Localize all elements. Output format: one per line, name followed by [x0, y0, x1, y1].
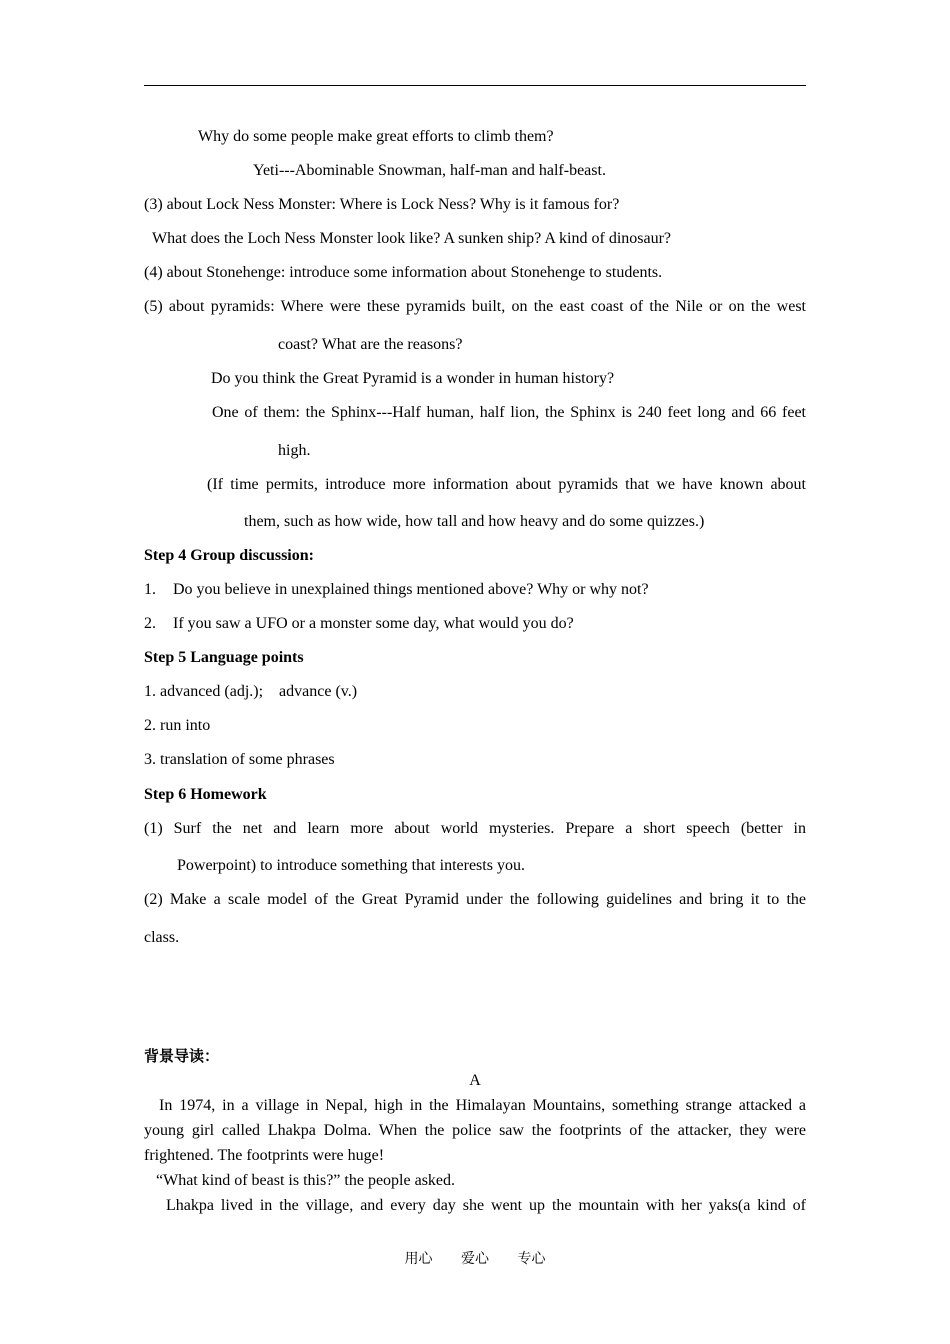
- footer-word: 用心: [404, 1251, 433, 1267]
- text-line: (If time permits, introduce more information about pyramids that we have known about: [207, 476, 806, 493]
- text-line: Do you think the Great Pyramid is a wonder in human history?: [211, 370, 615, 387]
- text-line: “What kind of beast is this?” the people asked.: [156, 1172, 456, 1189]
- passage-letter: A: [469, 1072, 481, 1089]
- section-heading: 背景导读：: [144, 1047, 220, 1065]
- text-line: What does the Loch Ness Monster look like? A sunken ship? A kind of dinosaur?: [152, 230, 672, 247]
- text-line: (2) Make a scale model of the Great Pyramid under the following guidelines and bring it to the: [144, 891, 806, 908]
- list-item: [144, 580, 806, 600]
- text-line: (4) about Stonehenge: introduce some information about Stonehenge to students.: [144, 264, 663, 281]
- text-line: them, such as how wide, how tall and how heavy and do some quizzes.): [244, 513, 705, 530]
- section-heading: Step 4 Group discussion:: [144, 547, 314, 564]
- section-heading: Step 5 Language points: [144, 649, 304, 666]
- list-item: 1. advanced (adj.); advance (v.): [144, 683, 358, 700]
- list-number: 2.: [144, 615, 156, 632]
- header-rule: [144, 85, 806, 86]
- footer-word: 爱心: [461, 1251, 489, 1267]
- text-line: (5) about pyramids: Where were these pyramids built, on the east coast of the Nile or on the west: [144, 298, 806, 315]
- text-line: Yeti---Abominable Snowman, half-man and half-beast.: [253, 162, 606, 179]
- section-heading: Step 6 Homework: [144, 786, 267, 803]
- text-line: frightened. The footprints were huge!: [144, 1147, 385, 1164]
- text-line: One of them: the Sphinx---Half human, half lion, the Sphinx is 240 feet long and 66 feet: [212, 404, 806, 421]
- text-line: (1) Surf the net and learn more about world mysteries. Prepare a short speech (better in: [144, 820, 806, 837]
- list-number: 1.: [144, 581, 156, 598]
- text-line: class.: [144, 929, 180, 946]
- list-item: 3. translation of some phrases: [144, 751, 335, 768]
- list-item: 2. run into: [144, 717, 211, 734]
- page-footer: [0, 1248, 950, 1268]
- text-line: Why do some people make great efforts to climb them?: [198, 128, 554, 145]
- list-text: Do you believe in unexplained things mentioned above? Why or why not?: [173, 581, 649, 598]
- text-line: high.: [278, 442, 311, 459]
- text-line: Lhakpa lived in the village, and every day she went up the mountain with her yaks(a kind of: [166, 1197, 806, 1214]
- list-item: [144, 614, 806, 634]
- list-text: If you saw a UFO or a monster some day, what would you do?: [173, 615, 574, 632]
- text-line: coast? What are the reasons?: [278, 336, 463, 353]
- text-line: In 1974, in a village in Nepal, high in the Himalayan Mountains, something strange attacked a: [159, 1097, 806, 1114]
- text-line: young girl called Lhakpa Dolma. When the police saw the footprints of the attacker, they were: [144, 1122, 806, 1139]
- text-line: Powerpoint) to introduce something that interests you.: [177, 857, 525, 874]
- text-line: (3) about Lock Ness Monster: Where is Lock Ness? Why is it famous for?: [144, 196, 620, 213]
- footer-word: 专心: [517, 1251, 546, 1267]
